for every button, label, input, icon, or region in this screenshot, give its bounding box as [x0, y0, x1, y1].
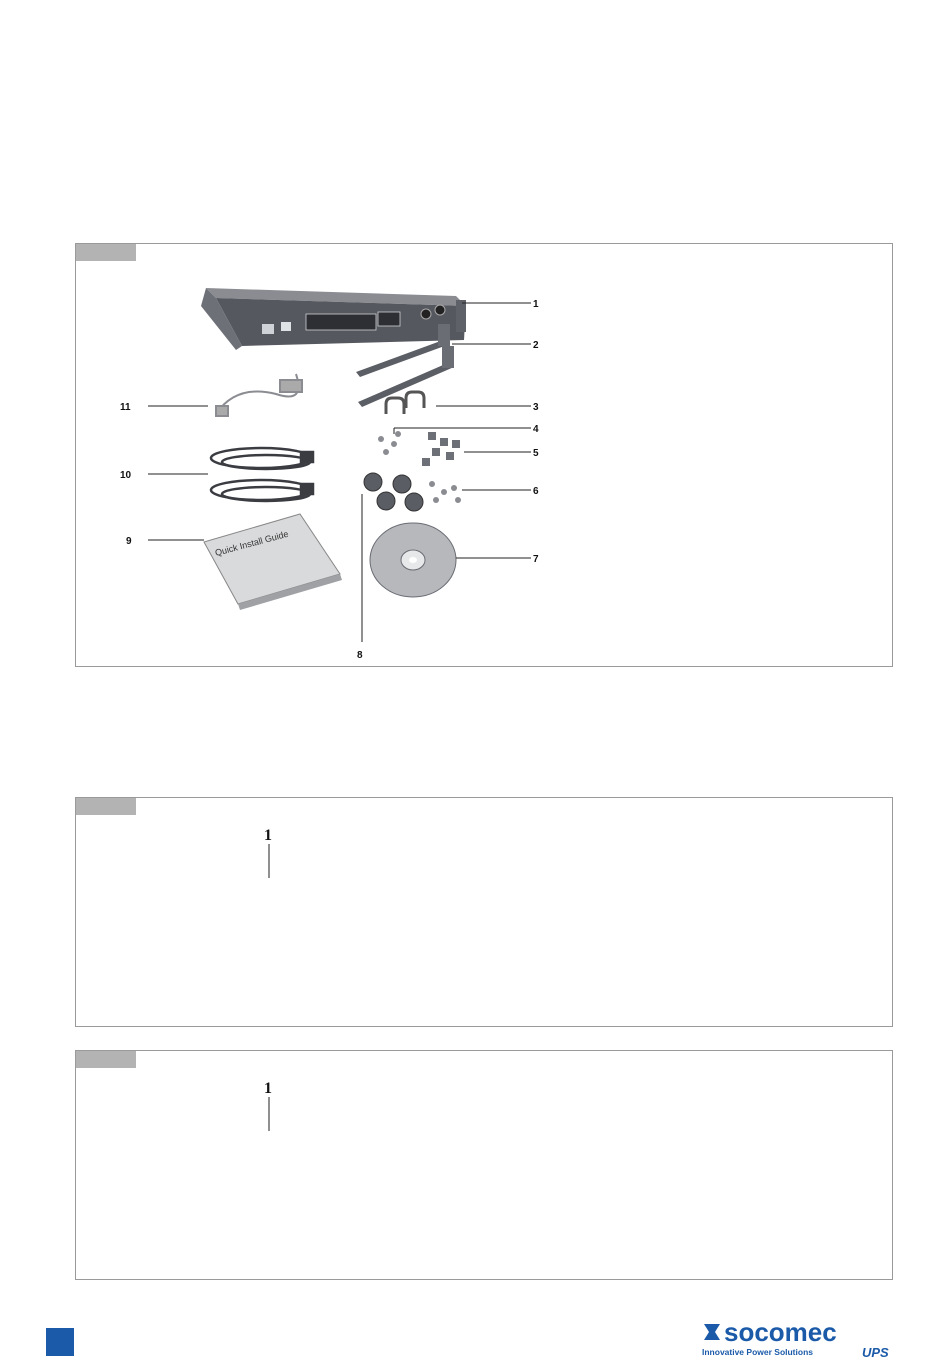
callout-10: 10 — [120, 470, 132, 481]
figure-front-panel-a — [75, 797, 893, 1027]
screws-illustration — [429, 481, 461, 503]
package-contents-illustration — [76, 244, 894, 668]
page-marker-square — [46, 1328, 74, 1356]
cd-rom-illustration — [370, 523, 456, 597]
figure-tab — [76, 798, 136, 815]
footer-ups: UPS — [862, 1345, 889, 1360]
socomec-footer-logo — [700, 1318, 895, 1360]
figure-tab — [76, 244, 136, 261]
callout-8: 8 — [357, 650, 363, 661]
callout-1: 1 — [264, 827, 272, 844]
socomec-logo-icon — [704, 1324, 720, 1340]
callout-2: 2 — [533, 340, 539, 351]
callout-1: 1 — [533, 299, 539, 310]
front-panel-illustration — [76, 798, 894, 1028]
callout-11: 11 — [120, 402, 131, 413]
rack-unit-illustration — [201, 288, 466, 350]
power-cords-illustration — [211, 448, 313, 501]
footer-brand: socomec — [724, 1318, 837, 1347]
callout-3: 3 — [533, 402, 539, 413]
callout-4: 4 — [533, 424, 539, 435]
callout-9: 9 — [126, 536, 132, 547]
cage-nuts-illustration — [422, 432, 460, 466]
figure-package-contents — [75, 243, 893, 667]
callout-lines — [148, 303, 531, 642]
callout-5: 5 — [533, 448, 539, 459]
serial-cable-illustration — [216, 374, 302, 416]
callout-7: 7 — [533, 554, 539, 565]
callout-1: 1 — [264, 1080, 272, 1097]
front-panel-illustration — [76, 1051, 894, 1281]
u-clips-illustration — [386, 392, 424, 414]
figure-tab — [76, 1051, 136, 1068]
footer-tagline: Innovative Power Solutions — [702, 1347, 813, 1357]
rubber-feet-illustration — [364, 473, 423, 511]
quick-install-guide-illustration — [204, 514, 342, 610]
manual-cover-text: Quick Install Guide — [213, 528, 290, 558]
small-screws-illustration — [378, 431, 401, 455]
figure-front-panel-b — [75, 1050, 893, 1280]
callout-6: 6 — [533, 486, 539, 497]
